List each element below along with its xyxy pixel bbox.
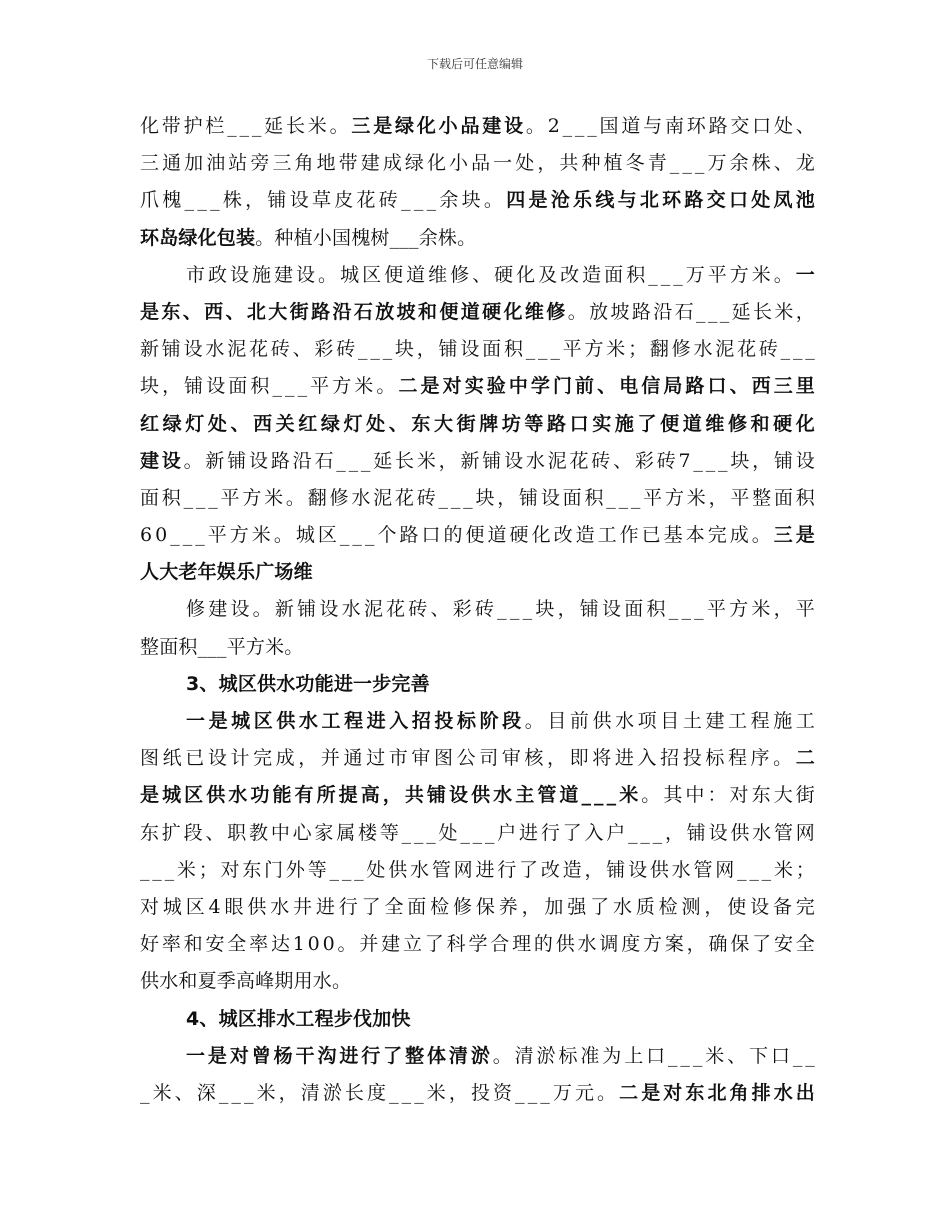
text-segment: 。种植小国槐树___余株。 (255, 226, 477, 249)
text-segment: 市政设施建设。城区便道维修、硬化及改造面积___万平方米。 (186, 263, 796, 286)
bold-text-segment: 三是 (773, 524, 818, 547)
text-line (140, 703, 819, 740)
text-segment: 图纸已设计完成，并通过市审图公司审核，即将进入招投标程序。 (140, 747, 796, 770)
text-line (140, 108, 818, 145)
text-segment: 对城区4眼供水井进行了全面检修保养，加强了水质检测，使设备完 (140, 895, 819, 918)
text-segment: 块，铺设面积___平方米。 (140, 375, 399, 398)
text-segment: 。其中：对东大街 (641, 784, 818, 807)
text-segment: _米、深___米，清淤长度___米，投资___万元。 (140, 1081, 620, 1104)
bold-text-segment: 是东、西、北大街路沿石放坡和便道硬化维修 (140, 300, 568, 323)
text-line (140, 629, 815, 666)
bold-text-segment: 二是对东北角排水出 (619, 1081, 818, 1104)
text-segment: 60___平方米。城区___个路口的便道硬化改造工作已基本完成。 (140, 524, 774, 547)
bold-text-segment: 4、城区排水工程步伐加快 (186, 1007, 411, 1030)
text-line (140, 145, 818, 182)
text-segment: 。新铺设路沿石___延长米，新铺设水泥花砖、彩砖7___块，铺设 (183, 449, 818, 472)
text-line (140, 591, 819, 628)
text-line (140, 220, 815, 257)
text-segment: 。放坡路沿石___延长米， (567, 300, 818, 323)
text-segment: 新铺设水泥花砖、彩砖___块，铺设面积___平方米；翻修水泥花砖___ (140, 338, 818, 361)
bold-text-segment: 二 (795, 747, 819, 770)
text-line (140, 815, 818, 852)
page-header: 下载后可任意编辑 (426, 57, 523, 71)
text-line (140, 1038, 818, 1075)
text-line (140, 294, 818, 331)
bold-text-segment: 二是对实验中学门前、电信局路口、西三里 (398, 375, 818, 398)
text-line (140, 889, 819, 926)
text-line (140, 368, 818, 405)
text-segment: 三通加油站旁三角地带建成绿化小品一处，共种植冬青___万余株、龙 (140, 152, 818, 175)
document-body (140, 108, 819, 1112)
bold-text-segment: 四是沧乐线与北环路交口处凤池 (506, 189, 819, 212)
bold-text-segment: 建设 (140, 449, 184, 472)
text-line (140, 963, 815, 1000)
text-segment: ___米；对东门外等___处供水管网进行了改造，铺设供水管网___米； (140, 858, 818, 881)
bold-text-segment: 一是城区供水工程进入招投标阶段 (186, 710, 525, 732)
text-line (140, 554, 815, 591)
bold-text-segment: 3、城区供水功能进一步完善 (186, 672, 430, 695)
text-segment: 东扩段、职教中心家属楼等___处___户进行了入户___，铺设供水管网 (140, 821, 818, 844)
text-line (140, 331, 818, 368)
text-segment: 修建设。新铺设水泥花砖、彩砖___块，铺设面积___平方米，平 (186, 598, 819, 621)
text-line (140, 1001, 815, 1038)
text-segment: 。清淤标准为上口___米、下口__ (492, 1044, 818, 1067)
bold-text-segment: 红绿灯处、西关红绿灯处、东大街牌坊等路口实施了便道维修和硬化 (140, 412, 819, 435)
text-line (140, 777, 818, 814)
text-segment: 整面积___平方米。 (140, 635, 304, 658)
text-line (140, 480, 818, 517)
text-segment: 爪槐___株，铺设草皮花砖___余块。 (140, 189, 507, 212)
text-line (140, 443, 818, 480)
bold-text-segment: 一是对曾杨干沟进行了整体清淤 (186, 1044, 493, 1067)
text-line (140, 517, 818, 554)
text-line (140, 740, 819, 777)
text-segment: 面积___平方米。翻修水泥花砖___块，铺设面积___平方米，平整面积 (140, 486, 818, 509)
text-segment: 供水和夏季高峰期用水。 (140, 970, 352, 993)
bold-text-segment: 一 (795, 263, 818, 286)
text-line (140, 666, 815, 703)
bold-text-segment: 三是绿化小品建设 (351, 115, 526, 137)
text-line (140, 1075, 818, 1112)
bold-text-segment: 人大老年娱乐广场维 (140, 561, 313, 584)
text-line (140, 852, 818, 889)
text-line (140, 257, 818, 294)
text-segment: 。目前供水项目土建工程施工 (524, 710, 819, 732)
text-segment: 好率和安全率达100。并建立了科学合理的供水调度方案，确保了安全 (140, 933, 818, 956)
bold-text-segment: 环岛绿化包装 (140, 226, 256, 249)
bold-text-segment: 是城区供水功能有所提高，共铺设供水主管道___米 (140, 784, 642, 807)
text-segment: 。2___国道与南环路交口处、 (525, 115, 818, 137)
text-line (140, 406, 819, 443)
text-segment: 化带护栏___延长米。 (140, 115, 352, 137)
text-line (140, 926, 818, 963)
text-line (140, 182, 819, 219)
